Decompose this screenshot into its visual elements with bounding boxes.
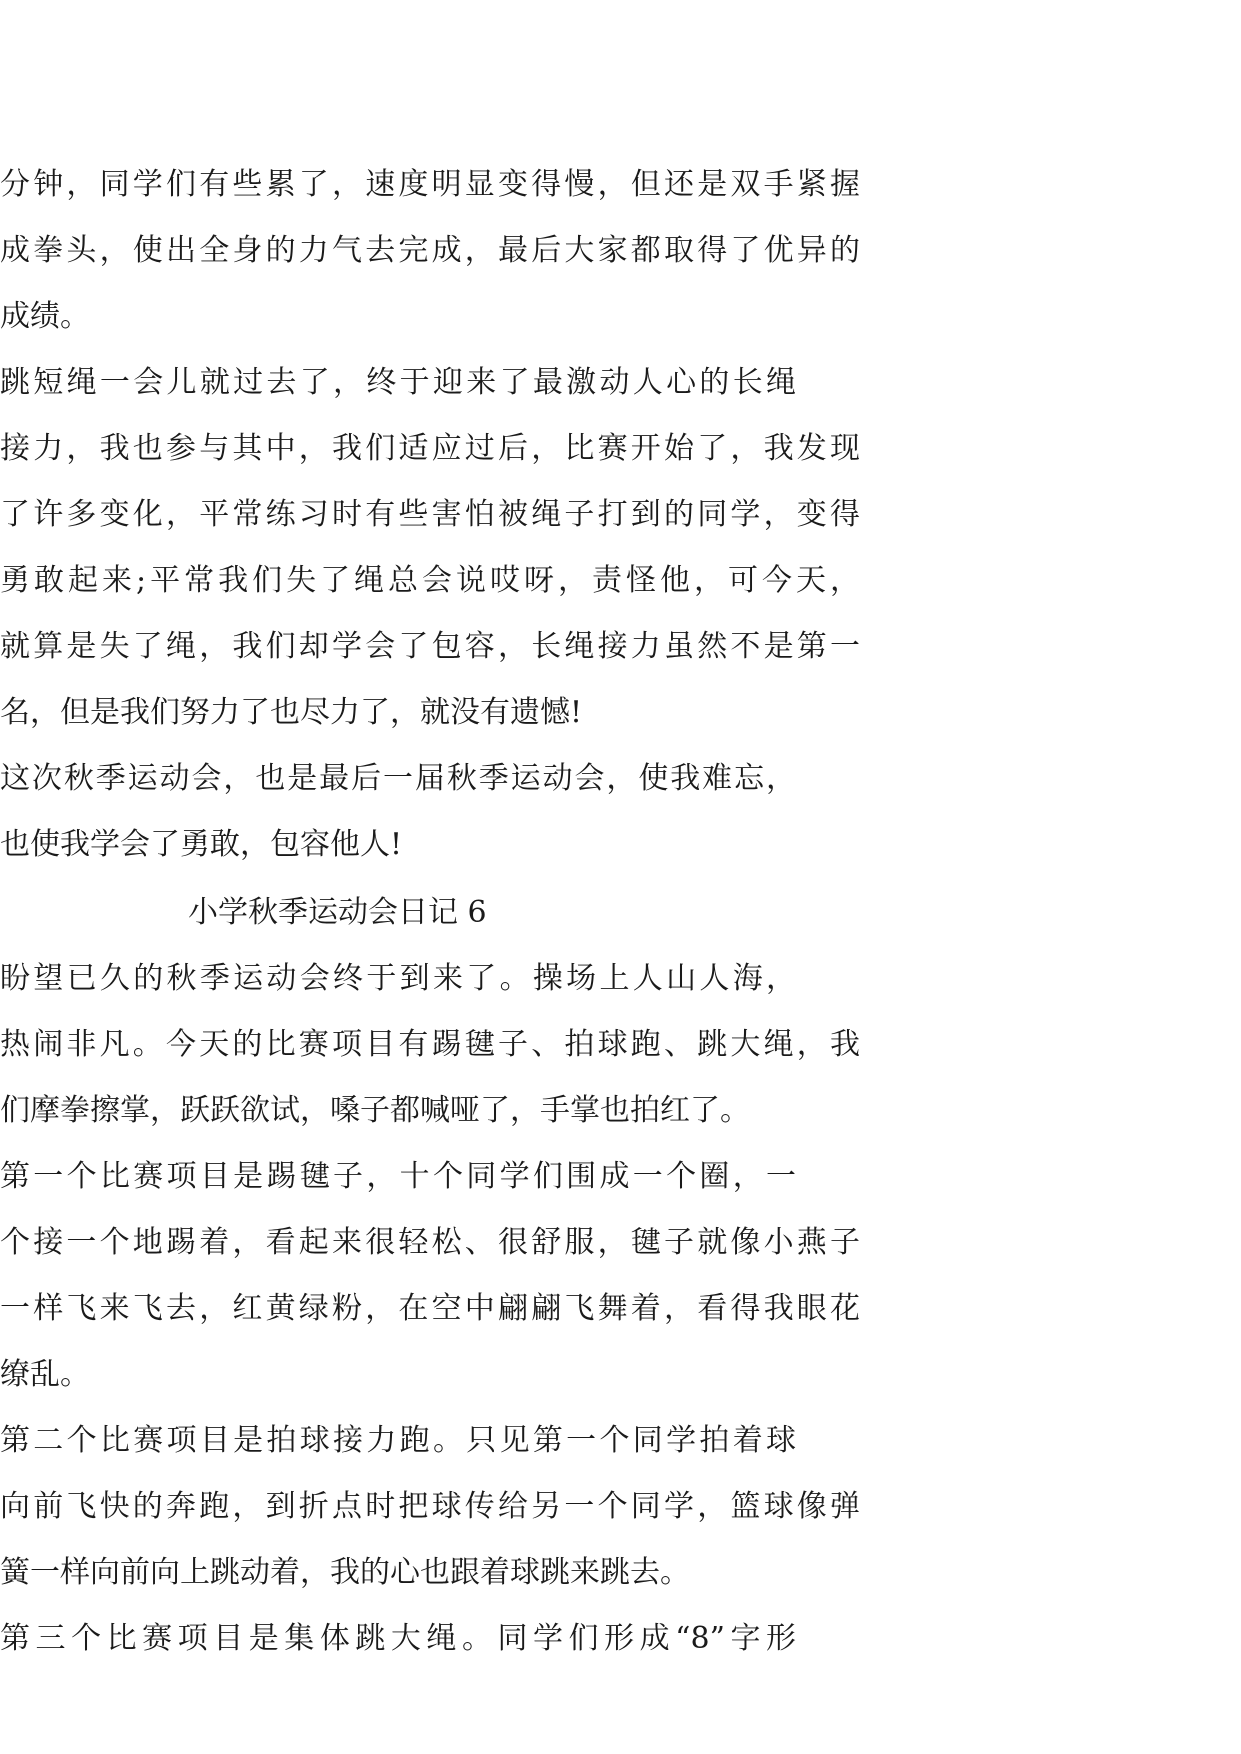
text-line bbox=[0, 284, 1241, 350]
text-line-content: 分钟，同学们有些累了，速度明显变得慢，但还是双手紧握 bbox=[0, 167, 860, 202]
text-line bbox=[0, 218, 1241, 284]
text-line bbox=[0, 482, 1241, 548]
text-line bbox=[0, 1408, 1241, 1474]
text-line bbox=[0, 1540, 1241, 1606]
text-line bbox=[0, 1276, 1241, 1342]
text-line-content: 成绩。 bbox=[0, 299, 90, 334]
text-line-content: 缭乱。 bbox=[0, 1357, 90, 1392]
text-line bbox=[0, 680, 1241, 746]
text-line bbox=[0, 812, 1241, 878]
text-line bbox=[0, 1210, 1241, 1276]
text-line bbox=[0, 1144, 1241, 1210]
text-line-content: 跳短绳一会儿就过去了，终于迎来了最激动人心的长绳 bbox=[0, 365, 796, 400]
text-line bbox=[0, 1012, 1241, 1078]
text-line bbox=[0, 946, 1241, 1012]
text-line bbox=[0, 416, 1241, 482]
text-line bbox=[0, 746, 1241, 812]
text-line-content: 簧一样向前向上跳动着，我的心也跟着球跳来跳去。 bbox=[0, 1555, 690, 1590]
text-line-content: 热闹非凡。今天的比赛项目有踢毽子、拍球跑、跳大绳，我 bbox=[0, 1027, 860, 1062]
text-line-content: 向前飞快的奔跑，到折点时把球传给另一个同学，篮球像弹 bbox=[0, 1489, 860, 1524]
text-line-content: 一样飞来飞去，红黄绿粉，在空中翩翩飞舞着，看得我眼花 bbox=[0, 1291, 860, 1326]
text-line-content: 也使我学会了勇敢，包容他人! bbox=[0, 827, 403, 862]
text-line bbox=[0, 1606, 1241, 1672]
text-line-content: 接力，我也参与其中，我们适应过后，比赛开始了，我发现 bbox=[0, 431, 860, 466]
text-line-content: 名，但是我们努力了也尽力了，就没有遗憾! bbox=[0, 695, 583, 730]
text-line-content: 第二个比赛项目是拍球接力跑。只见第一个同学拍着球 bbox=[0, 1423, 796, 1458]
text-line-content: 成拳头，使出全身的力气去完成，最后大家都取得了优异的 bbox=[0, 233, 860, 268]
text-line bbox=[0, 1474, 1241, 1540]
text-line-content: 了许多变化，平常练习时有些害怕被绳子打到的同学，变得 bbox=[0, 497, 860, 532]
text-line-content: 第一个比赛项目是踢毽子，十个同学们围成一个圈，一 bbox=[0, 1159, 796, 1194]
text-line-content: 个接一个地踢着，看起来很轻松、很舒服，毽子就像小燕子 bbox=[0, 1225, 860, 1260]
section-heading: 小学秋季运动会日记 6 bbox=[188, 895, 487, 930]
text-line bbox=[0, 1078, 1241, 1144]
text-line bbox=[0, 548, 1241, 614]
text-line-content: 们摩拳擦掌，跃跃欲试，嗓子都喊哑了，手掌也拍红了。 bbox=[0, 1093, 750, 1128]
text-line-content: 这次秋季运动会，也是最后一届秋季运动会，使我难忘， bbox=[0, 761, 796, 796]
text-line bbox=[0, 152, 1241, 218]
text-line-content: 勇敢起来;平常我们失了绳总会说哎呀，责怪他，可今天， bbox=[0, 563, 860, 598]
text-line-content: 盼望已久的秋季运动会终于到来了。操场上人山人海， bbox=[0, 961, 796, 996]
text-line bbox=[0, 614, 1241, 680]
text-line-content: 就算是失了绳，我们却学会了包容，长绳接力虽然不是第一 bbox=[0, 629, 860, 664]
text-line bbox=[0, 1342, 1241, 1408]
text-line-content: 第三个比赛项目是集体跳大绳。同学们形成“8”字形 bbox=[0, 1621, 796, 1656]
text-line bbox=[0, 350, 1241, 416]
